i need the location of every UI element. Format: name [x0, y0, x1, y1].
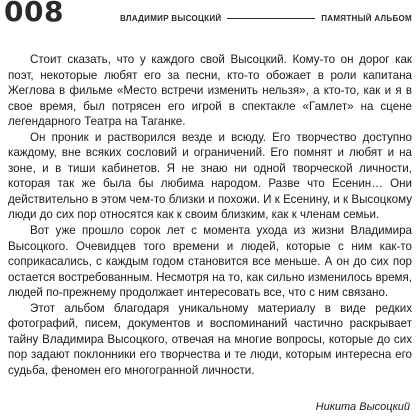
running-head-rule — [227, 18, 315, 19]
running-head-author: ВЛАДИМИР ВЫСОЦКИЙ — [120, 14, 222, 23]
running-head-section: ПАМЯТНЫЙ АЛЬБОМ — [321, 14, 412, 23]
running-head — [120, 14, 412, 23]
paragraph: Он проник и растворился везде и всюду. Его творчество доступно каждому, вне всяких сословий и ограничений. Его помнят и любят и на зоне, и в тиши кабинетов. Я не знаю ни одной творческой личности, которая так же была бы любима народом. Разве что Есенин… Они действительно в этом чем-то близки и похожи. И к Есенину, и к Высоцкому люди до сих пор относятся как к своим близким, как к членам семьи. — [8, 130, 412, 222]
page-number: 008 — [4, 0, 64, 28]
paragraph: Стоит сказать, что у каждого свой Высоцкий. Кому-то он дорог как поэт, некоторые любят его за песни, кто-то обожает в роли капитана Жеглова в фильме «Место встречи изменить нельзя», а кто-то, как и я в свое время, был потрясен его игрой в спектакле «Гамлет» на сцене легендарного Театра на Таганке. — [8, 53, 412, 129]
paragraph: Вот уже прошло сорок лет с момента ухода из жизни Владимира Высоцкого. Очевидцев того времени и людей, которые с ним как-то соприкасались, с каждым годом становится все меньше. А он до сих пор остается востребованным. Несмотря на то, как сильно изменилось время, людей по-прежнему продолжает интересовать все, что с ним связано. — [8, 224, 412, 300]
signature: Никита Высоцкий — [315, 401, 410, 413]
paragraph: Этот альбом благодаря уникальному материалу в виде редких фотографий, писем, документов и воспоминаний частично раскрывает тайну Владимира Высоцкого, отвечая на многие вопросы, которые до сих пор задают поклонники его творчества и те люди, которым интересна его судьба, феномен его многогранной личности. — [8, 301, 412, 377]
body-text — [8, 52, 412, 378]
